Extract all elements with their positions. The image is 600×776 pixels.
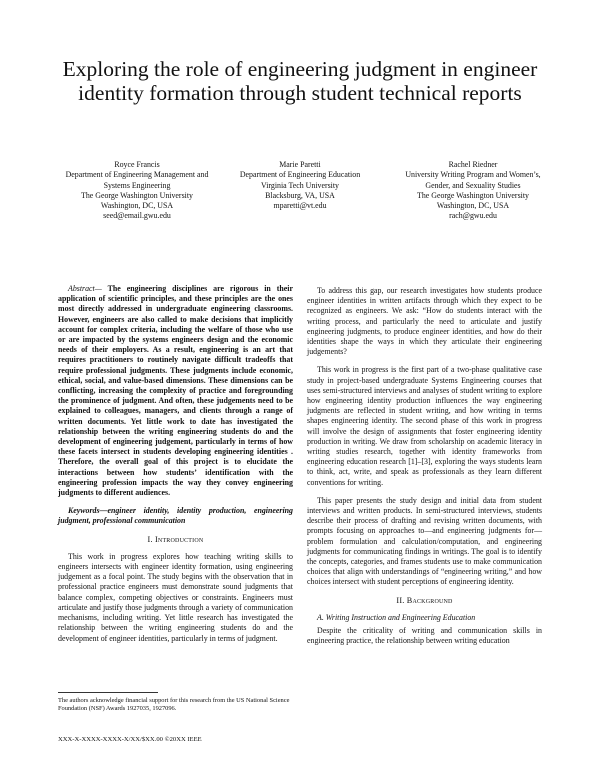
author-affiliation: The George Washington University — [81, 190, 193, 200]
author-name: Royce Francis — [114, 160, 160, 169]
footnote: The authors acknowledge financial support for this research from the US National Science Foundation (NSF) Awards 1927035, 1927096. — [58, 697, 290, 713]
author-email: rach@gwu.edu — [449, 211, 497, 221]
paragraph: To address this gap, our research investigates how students produce engineer identities in written artifacts through which they expect to be recognized as engineers. We ask: “How do students interact with the writing process, and particularly the need to articulate and justify engineering judgments, to produce engineer identities, and how do their identities shape the ways in which they articulate their engineering judgements? — [307, 286, 542, 357]
author-location: Blacksburg, VA, USA — [265, 190, 335, 200]
author-block-2 — [209, 160, 391, 211]
abstract-label: Abstract— — [68, 284, 102, 293]
author-location: Washington, DC, USA — [100, 201, 174, 211]
author-affiliation: University Writing Program and Women’s, — [405, 170, 541, 180]
paragraph: This work in progress explores how teaching writing skills to engineers intersects with engineer identity formation, using engineering judgement as a focal point. The study begins with the observation that in professional practice engineers must demonstrate sound judgments that balance complex, competing objectives or constraints. Engineers must articulate and justify those judgments through a variety of communication mechanisms, including writing. Yet little research has investigated the relationship between the writing engineering students do and the development of engineer identities, particularly in terms of judgment. — [58, 551, 293, 643]
author-block-3 — [382, 160, 564, 222]
subsection-heading: A. Writing Instruction and Engineering Education — [317, 612, 476, 622]
paragraph: This paper presents the study design and initial data from student interviews and written products. In semi-structured interviews, students describe their process of drafting and revising written documents, with prompts focusing on approaches to—and engineering judgments for—problem formulation and calculation/computation, and engineering judgments for communicating findings in writings. The goal is to identify the concepts, categories, and frames students use to make communication choices that align with understandings of “engineering writing,” and how choices intersect with student perceptions of engineering identity. — [307, 495, 542, 587]
author-block-1 — [46, 160, 228, 222]
author-affiliation: Systems Engineering — [103, 180, 171, 190]
footnote-divider — [58, 692, 158, 693]
author-affiliation: Gender, and Sexuality Studies — [425, 180, 521, 190]
paragraph: This work in progress is the first part of a two-phase qualitative case study in project-based undergraduate Systems Engineering courses that uses semi-structured interviews and analyses of student writing to explore how engineering identity production influences the way engineering judgments are reflected in student writing, and how writing in terms shapes engineering identity. The second phase of this work in progress will involve the design of assignments that foster engineering identity production in writing. We draw from scholarship on academic literacy in writing studies research, together with identity frameworks from engineering education research [1]–[3], exploring the ways students learn to think, act, write, and speak as professionals as they learn different conventions for writing. — [307, 365, 542, 487]
section-heading-introduction: I. Introduction — [147, 534, 204, 544]
author-email: mparetti@vt.edu — [273, 201, 327, 211]
section-heading-background: II. Background — [396, 595, 453, 605]
paragraph: Despite the criticality of writing and communication skills in engineering practice, the relationship between writing education — [307, 626, 542, 646]
author-location: Washington, DC, USA — [436, 201, 510, 211]
author-affiliation: Virginia Tech University — [260, 180, 339, 190]
paper-title: Exploring the role of engineering judgment in engineer identity formation through student technical reports — [62, 57, 538, 105]
author-name: Rachel Riedner — [448, 160, 498, 169]
copyright-footer: XXX-X-XXXX-XXXX-X/XX/$XX.00 ©20XX IEEE — [58, 736, 202, 743]
author-name: Marie Paretti — [279, 160, 321, 169]
author-affiliation: Department of Engineering Education — [239, 170, 361, 180]
abstract — [58, 284, 293, 498]
author-email: seed@email.gwu.edu — [103, 211, 171, 221]
abstract-text: The engineering disciplines are rigorous in their application of scientific principles, and these principles are the ones most directly addressed in undergraduate engineering classrooms. However, engineers are also called to make decisions that implicitly account for complex criteria, including the welfare of those who use or are impacted by the systems engineers design and the economic needs of their employers. As a result, engineering is an art that requires practitioners to routinely navigate difficult tradeoffs that require professional judgments. These judgments include economic, ethical, social, and value-based dimensions. These dimensions can be conflicting, increasing the complexity of practice and foregrounding the prominence of judgment. And often, these judgements need to be explained to colleagues, managers, and clients through a range of written documents. Yet little work to date has investigated the relationship between the writing engineering students do and the development of engineering judgement, particularly in terms of how these facets intersect in students developing engineering identities . Therefore, the overall goal of this project is to elucidate the interactions between how students’ identification with the engineering profession impacts the way they convey engineering judgments to different audiences. — [58, 284, 293, 498]
author-affiliation: Department of Engineering Management and — [65, 170, 209, 180]
keywords: Keywords—engineer identity, identity production, engineering judgment, professional communication — [58, 506, 293, 526]
left-column — [58, 284, 293, 652]
right-column — [307, 286, 542, 655]
author-affiliation: The George Washington University — [417, 190, 529, 200]
